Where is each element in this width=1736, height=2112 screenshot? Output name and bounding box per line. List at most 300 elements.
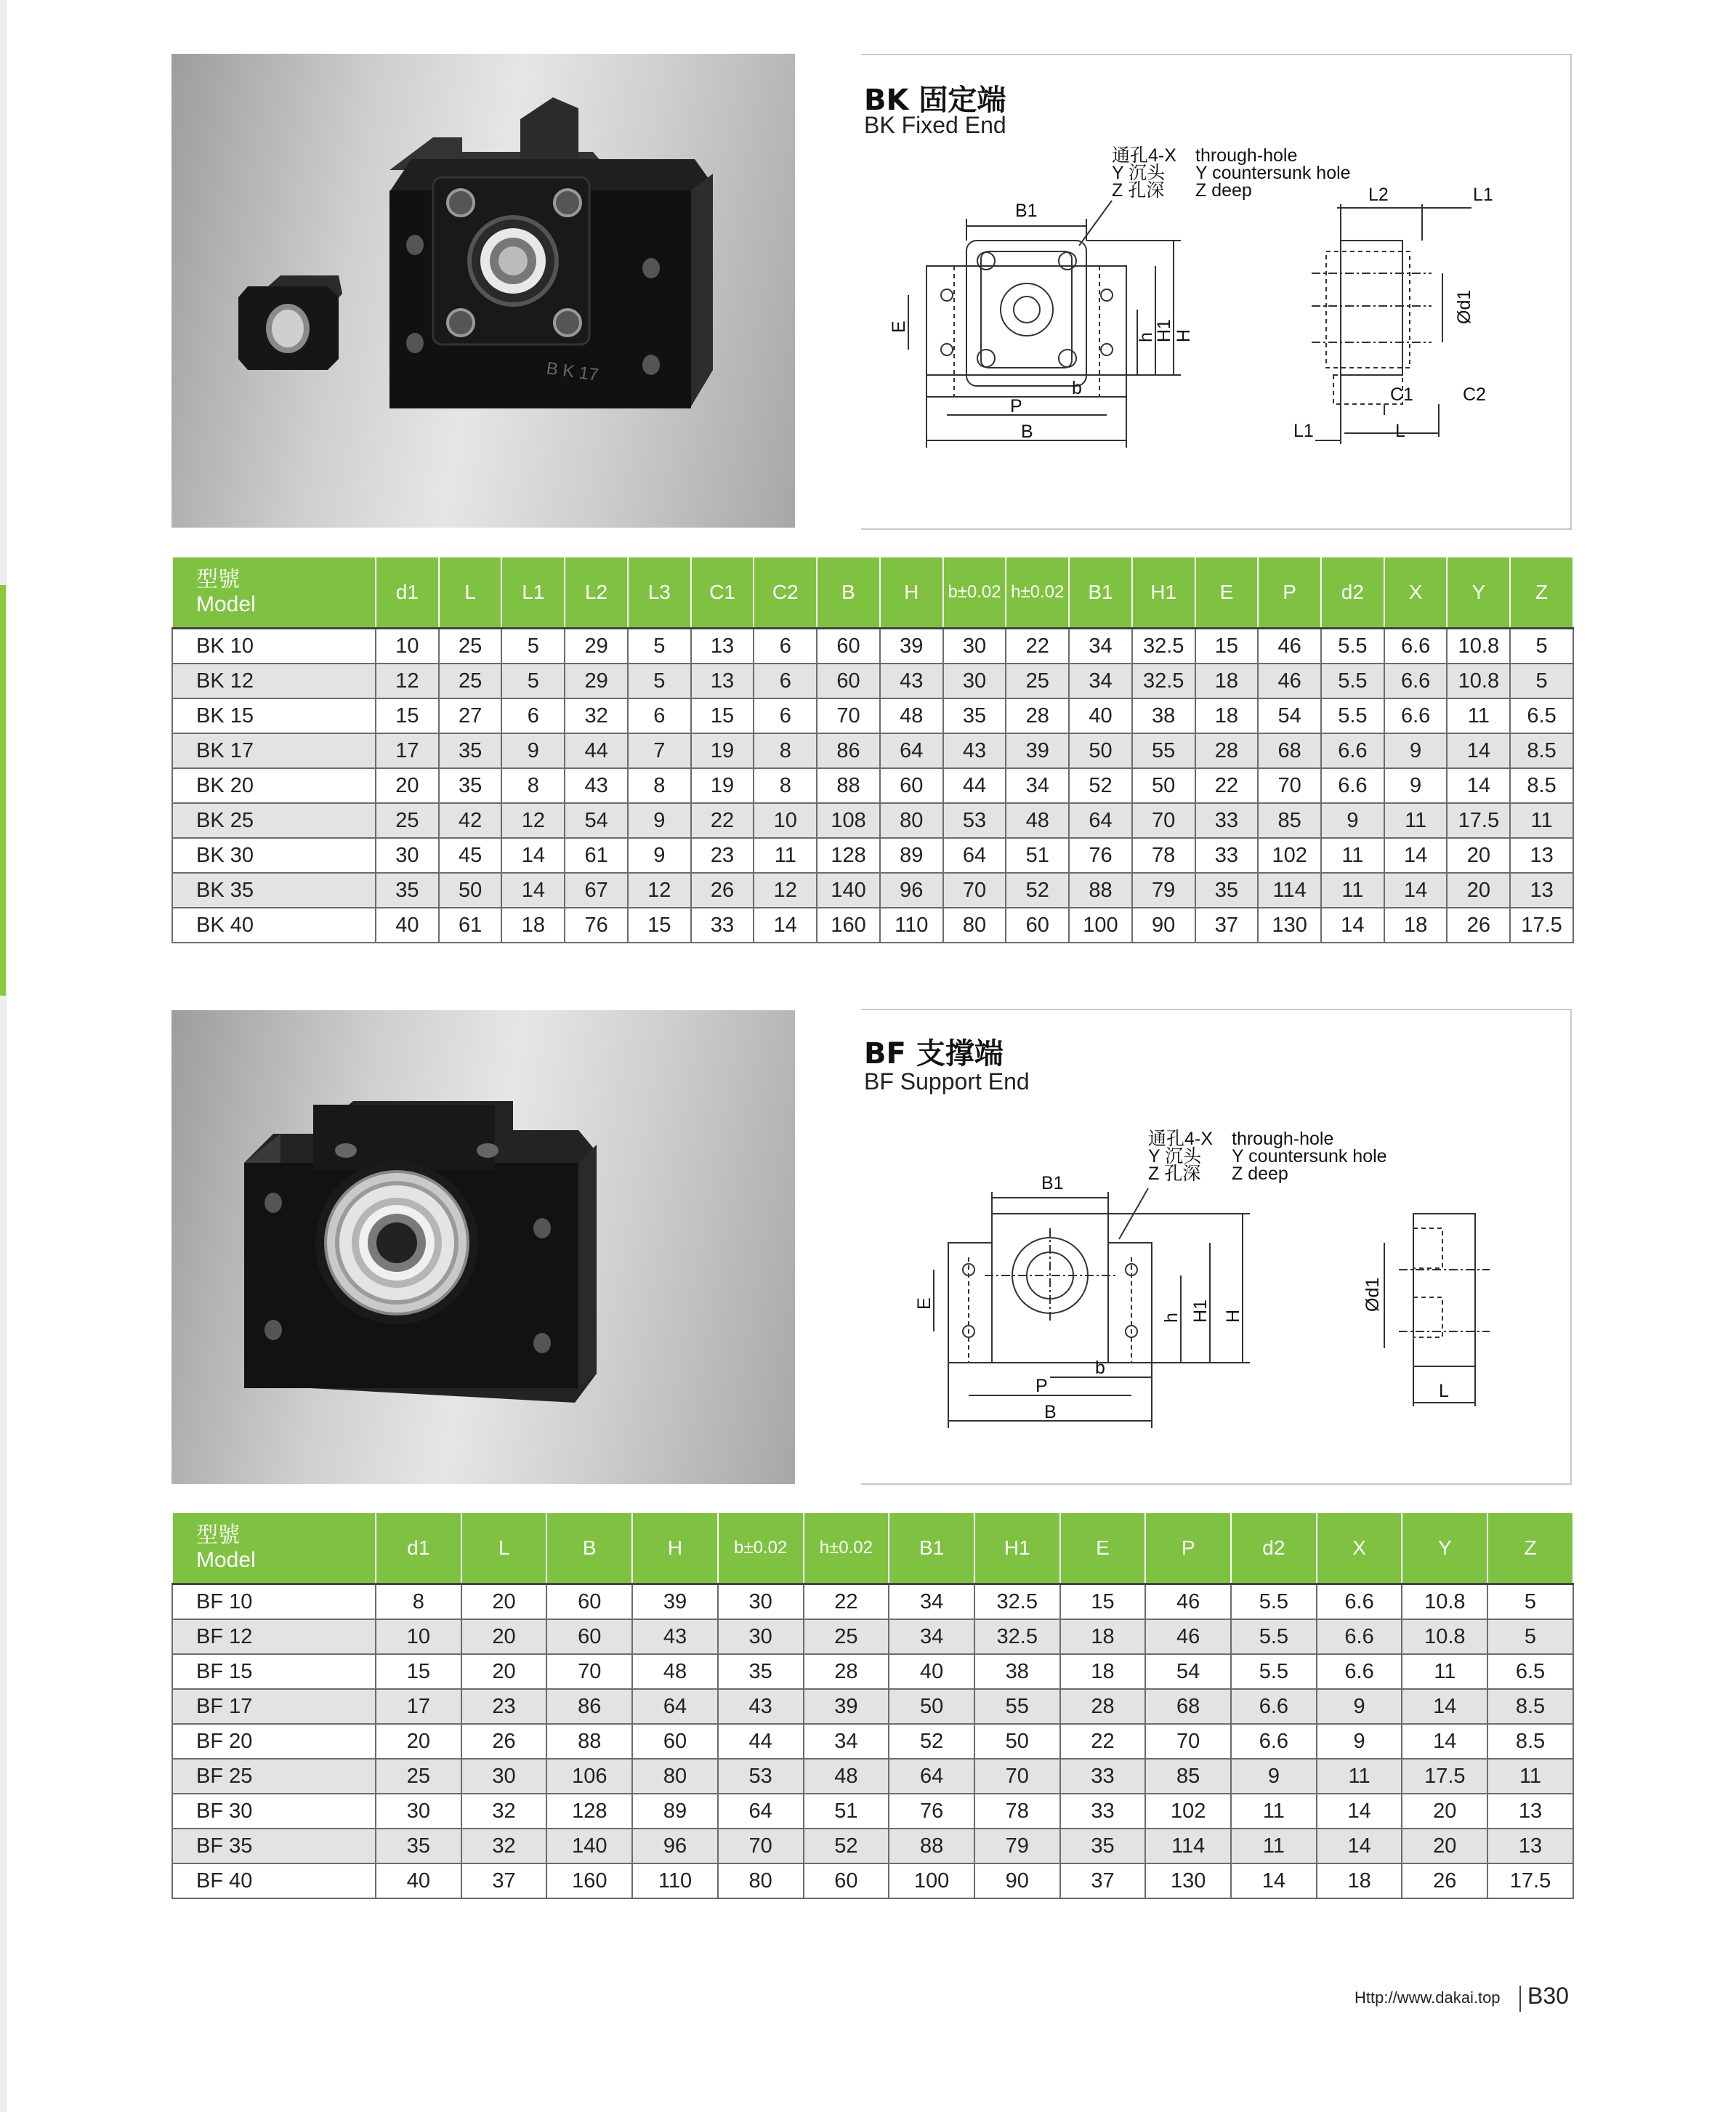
bk-value-cell: 34 (1006, 768, 1069, 803)
bf-col-header: h±0.02 (804, 1512, 889, 1584)
bf-value-cell: 26 (461, 1724, 547, 1759)
bk-note-en-1: through-hole (1195, 145, 1298, 166)
bk-value-cell: 54 (1258, 698, 1321, 733)
bk-value-cell: 22 (1006, 629, 1069, 664)
bk-col-header: E (1195, 557, 1259, 629)
table-row (172, 1829, 1573, 1863)
bk-value-cell: 29 (565, 629, 628, 664)
bk-value-cell: 67 (565, 873, 628, 908)
bk-value-cell: 6.6 (1384, 698, 1448, 733)
bk-note-en-3: Z deep (1195, 180, 1252, 201)
bk-value-cell: 89 (880, 838, 943, 873)
bk-value-cell: 51 (1006, 838, 1069, 873)
bf-col-header: B1 (889, 1512, 974, 1584)
bf-value-cell: 80 (718, 1863, 804, 1898)
table-row (172, 1794, 1573, 1829)
bk-col-header: C2 (754, 557, 817, 629)
bk-value-cell: 26 (1447, 908, 1510, 943)
bf-value-cell: 40 (376, 1863, 461, 1898)
bf-model-header-zh: 型號 (196, 1523, 240, 1547)
bf-value-cell: 46 (1145, 1619, 1231, 1654)
bf-value-cell: 52 (804, 1829, 889, 1863)
bk-value-cell: 7 (628, 733, 691, 768)
bf-value-cell: 44 (718, 1724, 804, 1759)
bk-value-cell: 5 (501, 629, 565, 664)
bf-value-cell: 34 (889, 1584, 974, 1620)
bf-value-cell: 5.5 (1231, 1619, 1317, 1654)
table-row (172, 768, 1573, 803)
bf-hole-notes (1148, 1129, 1387, 1184)
table-row (172, 733, 1573, 768)
bk-value-cell: 40 (1069, 698, 1132, 733)
bk-col-header: h±0.02 (1006, 557, 1069, 629)
bf-value-cell: 50 (889, 1689, 974, 1724)
bk-value-cell: 44 (943, 768, 1006, 803)
bk-side-dimension-labels (1293, 185, 1493, 441)
bk-value-cell: 50 (1132, 768, 1195, 803)
bk-value-cell: 25 (439, 629, 502, 664)
bf-value-cell: 64 (889, 1759, 974, 1794)
bk-value-cell: 52 (1006, 873, 1069, 908)
bf-value-cell: 23 (461, 1689, 547, 1724)
bk-dim-l1-top: L1 (1473, 185, 1493, 205)
bk-value-cell: 6.6 (1384, 664, 1448, 698)
bf-dim-b-small: b (1095, 1358, 1105, 1378)
bk-model-cell: BK 17 (172, 733, 376, 768)
bf-value-cell: 15 (376, 1654, 461, 1689)
bf-value-cell: 13 (1487, 1794, 1573, 1829)
bf-value-cell: 22 (1060, 1724, 1146, 1759)
bk-value-cell: 15 (1195, 629, 1259, 664)
table-row (172, 1724, 1573, 1759)
bf-value-cell: 32 (461, 1829, 547, 1863)
bk-table-header-row (172, 557, 1573, 629)
bf-value-cell: 102 (1145, 1794, 1231, 1829)
bk-value-cell: 39 (1006, 733, 1069, 768)
bf-value-cell: 114 (1145, 1829, 1231, 1863)
bf-value-cell: 6.6 (1317, 1654, 1402, 1689)
bf-value-cell: 39 (804, 1689, 889, 1724)
bf-value-cell: 53 (718, 1759, 804, 1794)
bf-value-cell: 37 (461, 1863, 547, 1898)
bk-product-photo (171, 54, 795, 528)
bf-spec-table (171, 1512, 1574, 1899)
bk-value-cell: 12 (628, 873, 691, 908)
bk-dim-c1: C1 (1390, 384, 1413, 405)
bk-value-cell: 28 (1195, 733, 1259, 768)
bf-value-cell: 30 (376, 1794, 461, 1829)
bk-value-cell: 128 (817, 838, 880, 873)
footer-url: Http://www.dakai.top (1355, 1988, 1501, 2007)
bf-col-header: H1 (974, 1512, 1060, 1584)
bk-model-header-zh: 型號 (196, 568, 240, 592)
bf-value-cell: 60 (546, 1584, 632, 1620)
bf-subtitle: BF Support End (864, 1068, 1030, 1095)
bk-dim-b1: B1 (1015, 201, 1038, 221)
bf-value-cell: 60 (804, 1863, 889, 1898)
bk-value-cell: 46 (1258, 629, 1321, 664)
bk-value-cell: 8.5 (1510, 768, 1573, 803)
bk-value-cell: 5 (628, 629, 691, 664)
bf-col-header: b±0.02 (718, 1512, 804, 1584)
bk-value-cell: 48 (880, 698, 943, 733)
bf-dim-h-small: h (1161, 1313, 1182, 1323)
bf-value-cell: 5.5 (1231, 1584, 1317, 1620)
bk-value-cell: 9 (628, 803, 691, 838)
bf-value-cell: 32.5 (974, 1584, 1060, 1620)
bk-value-cell: 22 (691, 803, 754, 838)
bf-value-cell: 55 (974, 1689, 1060, 1724)
bf-value-cell: 86 (546, 1689, 632, 1724)
bf-value-cell: 70 (974, 1759, 1060, 1794)
bf-value-cell: 8 (376, 1584, 461, 1620)
bk-value-cell: 80 (943, 908, 1006, 943)
bk-value-cell: 64 (1069, 803, 1132, 838)
bf-dim-h1: H1 (1190, 1299, 1211, 1323)
bk-value-cell: 19 (691, 733, 754, 768)
bk-hole-notes (1112, 145, 1351, 201)
bf-note-zh-1: 通孔4-X (1148, 1129, 1213, 1149)
bk-col-header: L (439, 557, 502, 629)
bf-value-cell: 106 (546, 1759, 632, 1794)
bf-value-cell: 64 (632, 1689, 718, 1724)
bf-model-cell: BF 15 (172, 1654, 376, 1689)
bk-col-header: B (817, 557, 880, 629)
bk-value-cell: 43 (943, 733, 1006, 768)
bk-value-cell: 5.5 (1321, 664, 1384, 698)
bk-col-header: Y (1447, 557, 1510, 629)
bk-model-header (172, 557, 376, 629)
bk-dim-p: P (1010, 396, 1022, 416)
bk-value-cell: 35 (439, 733, 502, 768)
bf-value-cell: 32.5 (974, 1619, 1060, 1654)
bk-value-cell: 17.5 (1510, 908, 1573, 943)
bf-value-cell: 10.8 (1402, 1619, 1487, 1654)
bk-front-dimension-labels (889, 201, 1194, 442)
bf-value-cell: 10 (376, 1619, 461, 1654)
bk-value-cell: 14 (1321, 908, 1384, 943)
bf-col-header: X (1317, 1512, 1402, 1584)
bk-note-zh-3: Z 孔深 (1112, 180, 1165, 201)
bk-value-cell: 20 (1447, 873, 1510, 908)
bk-value-cell: 60 (1006, 908, 1069, 943)
bf-value-cell: 9 (1231, 1759, 1317, 1794)
bk-value-cell: 27 (439, 698, 502, 733)
bf-value-cell: 11 (1231, 1794, 1317, 1829)
bk-value-cell: 19 (691, 768, 754, 803)
bk-value-cell: 5 (1510, 664, 1573, 698)
bf-value-cell: 35 (718, 1654, 804, 1689)
bk-col-header: d2 (1321, 557, 1384, 629)
bk-dim-l2: L2 (1368, 185, 1389, 205)
bf-value-cell: 25 (376, 1759, 461, 1794)
bk-value-cell: 100 (1069, 908, 1132, 943)
bk-value-cell: 35 (376, 873, 439, 908)
bf-dim-e: E (914, 1297, 934, 1310)
bk-value-cell: 14 (1447, 768, 1510, 803)
bf-col-header: H (632, 1512, 718, 1584)
bf-title: BF 支撑端 (864, 1037, 1004, 1071)
bf-value-cell: 13 (1487, 1829, 1573, 1863)
bf-value-cell: 68 (1145, 1689, 1231, 1724)
bk-value-cell: 18 (1195, 664, 1259, 698)
bf-value-cell: 6.5 (1487, 1654, 1573, 1689)
bk-subtitle: BK Fixed End (864, 112, 1006, 138)
bf-value-cell: 14 (1231, 1863, 1317, 1898)
bf-col-header: E (1060, 1512, 1146, 1584)
bk-value-cell: 52 (1069, 768, 1132, 803)
bk-spec-table (171, 556, 1574, 943)
bf-value-cell: 51 (804, 1794, 889, 1829)
bk-col-header: C1 (691, 557, 754, 629)
bf-value-cell: 14 (1317, 1794, 1402, 1829)
bk-value-cell: 20 (1447, 838, 1510, 873)
bf-value-cell: 14 (1402, 1724, 1487, 1759)
bk-value-cell: 30 (943, 629, 1006, 664)
bf-value-cell: 6.6 (1317, 1619, 1402, 1654)
bk-model-cell: BK 40 (172, 908, 376, 943)
bk-value-cell: 5 (1510, 629, 1573, 664)
bf-model-cell: BF 12 (172, 1619, 376, 1654)
bk-value-cell: 76 (565, 908, 628, 943)
bf-col-header: Z (1487, 1512, 1573, 1584)
bk-value-cell: 70 (817, 698, 880, 733)
bf-value-cell: 78 (974, 1794, 1060, 1829)
bf-value-cell: 10.8 (1402, 1584, 1487, 1620)
bk-value-cell: 13 (691, 629, 754, 664)
bk-value-cell: 8.5 (1510, 733, 1573, 768)
bf-value-cell: 85 (1145, 1759, 1231, 1794)
bk-value-cell: 25 (1006, 664, 1069, 698)
bf-value-cell: 14 (1317, 1829, 1402, 1863)
table-row (172, 838, 1573, 873)
bf-value-cell: 20 (1402, 1794, 1487, 1829)
bf-value-cell: 39 (632, 1584, 718, 1620)
bk-value-cell: 6 (754, 629, 817, 664)
bf-note-en-3: Z deep (1232, 1164, 1288, 1184)
bk-model-cell: BK 25 (172, 803, 376, 838)
bf-value-cell: 20 (461, 1654, 547, 1689)
bf-value-cell: 30 (718, 1584, 804, 1620)
bk-value-cell: 9 (628, 838, 691, 873)
bk-drawing-panel (861, 54, 1572, 530)
bk-value-cell: 38 (1132, 698, 1195, 733)
bk-value-cell: 32.5 (1132, 629, 1195, 664)
bf-value-cell: 128 (546, 1794, 632, 1829)
bk-value-cell: 30 (943, 664, 1006, 698)
bf-value-cell: 11 (1231, 1829, 1317, 1863)
bk-value-cell: 13 (1510, 838, 1573, 873)
bk-value-cell: 43 (565, 768, 628, 803)
bf-model-header (172, 1512, 376, 1584)
bf-model-cell: BF 30 (172, 1794, 376, 1829)
bf-value-cell: 28 (1060, 1689, 1146, 1724)
bf-value-cell: 17 (376, 1689, 461, 1724)
bf-value-cell: 70 (1145, 1724, 1231, 1759)
bk-value-cell: 34 (1069, 664, 1132, 698)
bk-value-cell: 8 (754, 768, 817, 803)
bk-value-cell: 10.8 (1447, 629, 1510, 664)
bf-value-cell: 70 (718, 1829, 804, 1863)
bk-value-cell: 32.5 (1132, 664, 1195, 698)
bf-col-header: B (546, 1512, 632, 1584)
table-row (172, 1654, 1573, 1689)
bk-value-cell: 25 (439, 664, 502, 698)
bk-value-cell: 35 (1195, 873, 1259, 908)
bk-model-cell: BK 20 (172, 768, 376, 803)
bf-value-cell: 18 (1317, 1863, 1402, 1898)
bk-col-header: Z (1510, 557, 1573, 629)
bk-dim-l1-bottom: L1 (1293, 421, 1314, 441)
bk-value-cell: 96 (880, 873, 943, 908)
bk-value-cell: 14 (1384, 873, 1448, 908)
bf-drawing-panel (861, 1009, 1572, 1485)
bf-side-dimension-labels (1362, 1278, 1449, 1401)
bk-value-cell: 9 (1384, 768, 1448, 803)
bf-value-cell: 52 (889, 1724, 974, 1759)
bf-value-cell: 89 (632, 1794, 718, 1829)
bf-value-cell: 20 (376, 1724, 461, 1759)
bk-value-cell: 23 (691, 838, 754, 873)
bf-block-image (244, 1101, 597, 1403)
bf-dim-d1: Ød1 (1362, 1277, 1383, 1312)
bf-value-cell: 48 (632, 1654, 718, 1689)
bk-value-cell: 160 (817, 908, 880, 943)
bk-value-cell: 88 (1069, 873, 1132, 908)
bk-value-cell: 60 (817, 664, 880, 698)
bf-col-header: d1 (376, 1512, 461, 1584)
bk-value-cell: 14 (501, 873, 565, 908)
bf-value-cell: 46 (1145, 1584, 1231, 1620)
bf-note-en-1: through-hole (1232, 1129, 1334, 1149)
bk-photo-marking: B K 17 (545, 358, 600, 385)
bk-value-cell: 13 (691, 664, 754, 698)
bk-value-cell: 8 (628, 768, 691, 803)
bk-block-image (389, 97, 713, 408)
bf-value-cell: 20 (461, 1619, 547, 1654)
bk-value-cell: 6 (501, 698, 565, 733)
bf-col-header: d2 (1231, 1512, 1317, 1584)
bf-value-cell: 17.5 (1487, 1863, 1573, 1898)
bf-value-cell: 88 (889, 1829, 974, 1863)
bk-value-cell: 6 (754, 698, 817, 733)
bf-value-cell: 18 (1060, 1619, 1146, 1654)
table-row (172, 1863, 1573, 1898)
bk-value-cell: 14 (501, 838, 565, 873)
bf-value-cell: 43 (718, 1689, 804, 1724)
bk-value-cell: 8 (754, 733, 817, 768)
bk-value-cell: 110 (880, 908, 943, 943)
bk-value-cell: 6.5 (1510, 698, 1573, 733)
bf-value-cell: 60 (546, 1619, 632, 1654)
bk-dim-h: H (1174, 329, 1194, 342)
bf-model-cell: BF 35 (172, 1829, 376, 1863)
bf-model-cell: BF 10 (172, 1584, 376, 1620)
bf-side-view (1384, 1214, 1490, 1406)
bk-dim-d1: Ød1 (1454, 289, 1474, 324)
bk-value-cell: 5.5 (1321, 698, 1384, 733)
bk-col-header: X (1384, 557, 1448, 629)
bf-value-cell: 14 (1402, 1689, 1487, 1724)
bf-model-cell: BF 17 (172, 1689, 376, 1724)
bk-value-cell: 64 (943, 838, 1006, 873)
bk-value-cell: 61 (565, 838, 628, 873)
bf-value-cell: 6.6 (1231, 1724, 1317, 1759)
bk-value-cell: 14 (1447, 733, 1510, 768)
bk-dim-l: L (1395, 421, 1405, 441)
bf-value-cell: 30 (718, 1619, 804, 1654)
bk-value-cell: 18 (1384, 908, 1448, 943)
bf-dim-h: H (1223, 1309, 1243, 1323)
bf-model-cell: BF 20 (172, 1724, 376, 1759)
bf-value-cell: 43 (632, 1619, 718, 1654)
bk-value-cell: 42 (439, 803, 502, 838)
bk-value-cell: 53 (943, 803, 1006, 838)
bf-value-cell: 6.6 (1317, 1584, 1402, 1620)
bf-col-header: Y (1402, 1512, 1487, 1584)
table-row (172, 1759, 1573, 1794)
bf-value-cell: 50 (974, 1724, 1060, 1759)
table-row (172, 803, 1573, 838)
bf-value-cell: 9 (1317, 1689, 1402, 1724)
bf-product-photo (171, 1010, 795, 1484)
bk-value-cell: 18 (1195, 698, 1259, 733)
bk-value-cell: 79 (1132, 873, 1195, 908)
bk-value-cell: 6 (754, 664, 817, 698)
bk-value-cell: 86 (817, 733, 880, 768)
bf-value-cell: 15 (1060, 1584, 1146, 1620)
bf-value-cell: 22 (804, 1584, 889, 1620)
bk-value-cell: 14 (754, 908, 817, 943)
bk-value-cell: 13 (1510, 873, 1573, 908)
bf-value-cell: 9 (1317, 1724, 1402, 1759)
bf-dim-b1: B1 (1041, 1173, 1064, 1193)
bk-value-cell: 44 (565, 733, 628, 768)
bf-note-en-2: Y countersunk hole (1232, 1146, 1387, 1166)
bk-col-header: L2 (565, 557, 628, 629)
bk-value-cell: 102 (1258, 838, 1321, 873)
bf-value-cell: 64 (718, 1794, 804, 1829)
bf-value-cell: 37 (1060, 1863, 1146, 1898)
bk-value-cell: 5 (501, 664, 565, 698)
table-row (172, 664, 1573, 698)
bf-model-header-en: Model (196, 1548, 256, 1572)
bf-value-cell: 8.5 (1487, 1689, 1573, 1724)
bf-value-cell: 76 (889, 1794, 974, 1829)
bk-value-cell: 35 (439, 768, 502, 803)
bk-value-cell: 12 (754, 873, 817, 908)
bk-value-cell: 114 (1258, 873, 1321, 908)
bk-value-cell: 78 (1132, 838, 1195, 873)
bk-value-cell: 15 (628, 908, 691, 943)
bk-model-cell: BK 12 (172, 664, 376, 698)
bk-value-cell: 90 (1132, 908, 1195, 943)
bk-value-cell: 61 (439, 908, 502, 943)
bk-value-cell: 11 (1447, 698, 1510, 733)
bk-value-cell: 6.6 (1384, 629, 1448, 664)
bk-value-cell: 17 (376, 733, 439, 768)
bf-dim-p: P (1035, 1376, 1048, 1396)
bk-value-cell: 70 (1258, 768, 1321, 803)
bk-title: BK 固定端 (864, 84, 1006, 117)
bk-value-cell: 60 (880, 768, 943, 803)
bk-value-cell: 9 (1321, 803, 1384, 838)
bk-value-cell: 37 (1195, 908, 1259, 943)
bk-value-cell: 140 (817, 873, 880, 908)
bf-note-zh-2: Y 沉头 (1148, 1146, 1202, 1166)
bk-value-cell: 5 (628, 664, 691, 698)
bk-col-header: P (1258, 557, 1321, 629)
